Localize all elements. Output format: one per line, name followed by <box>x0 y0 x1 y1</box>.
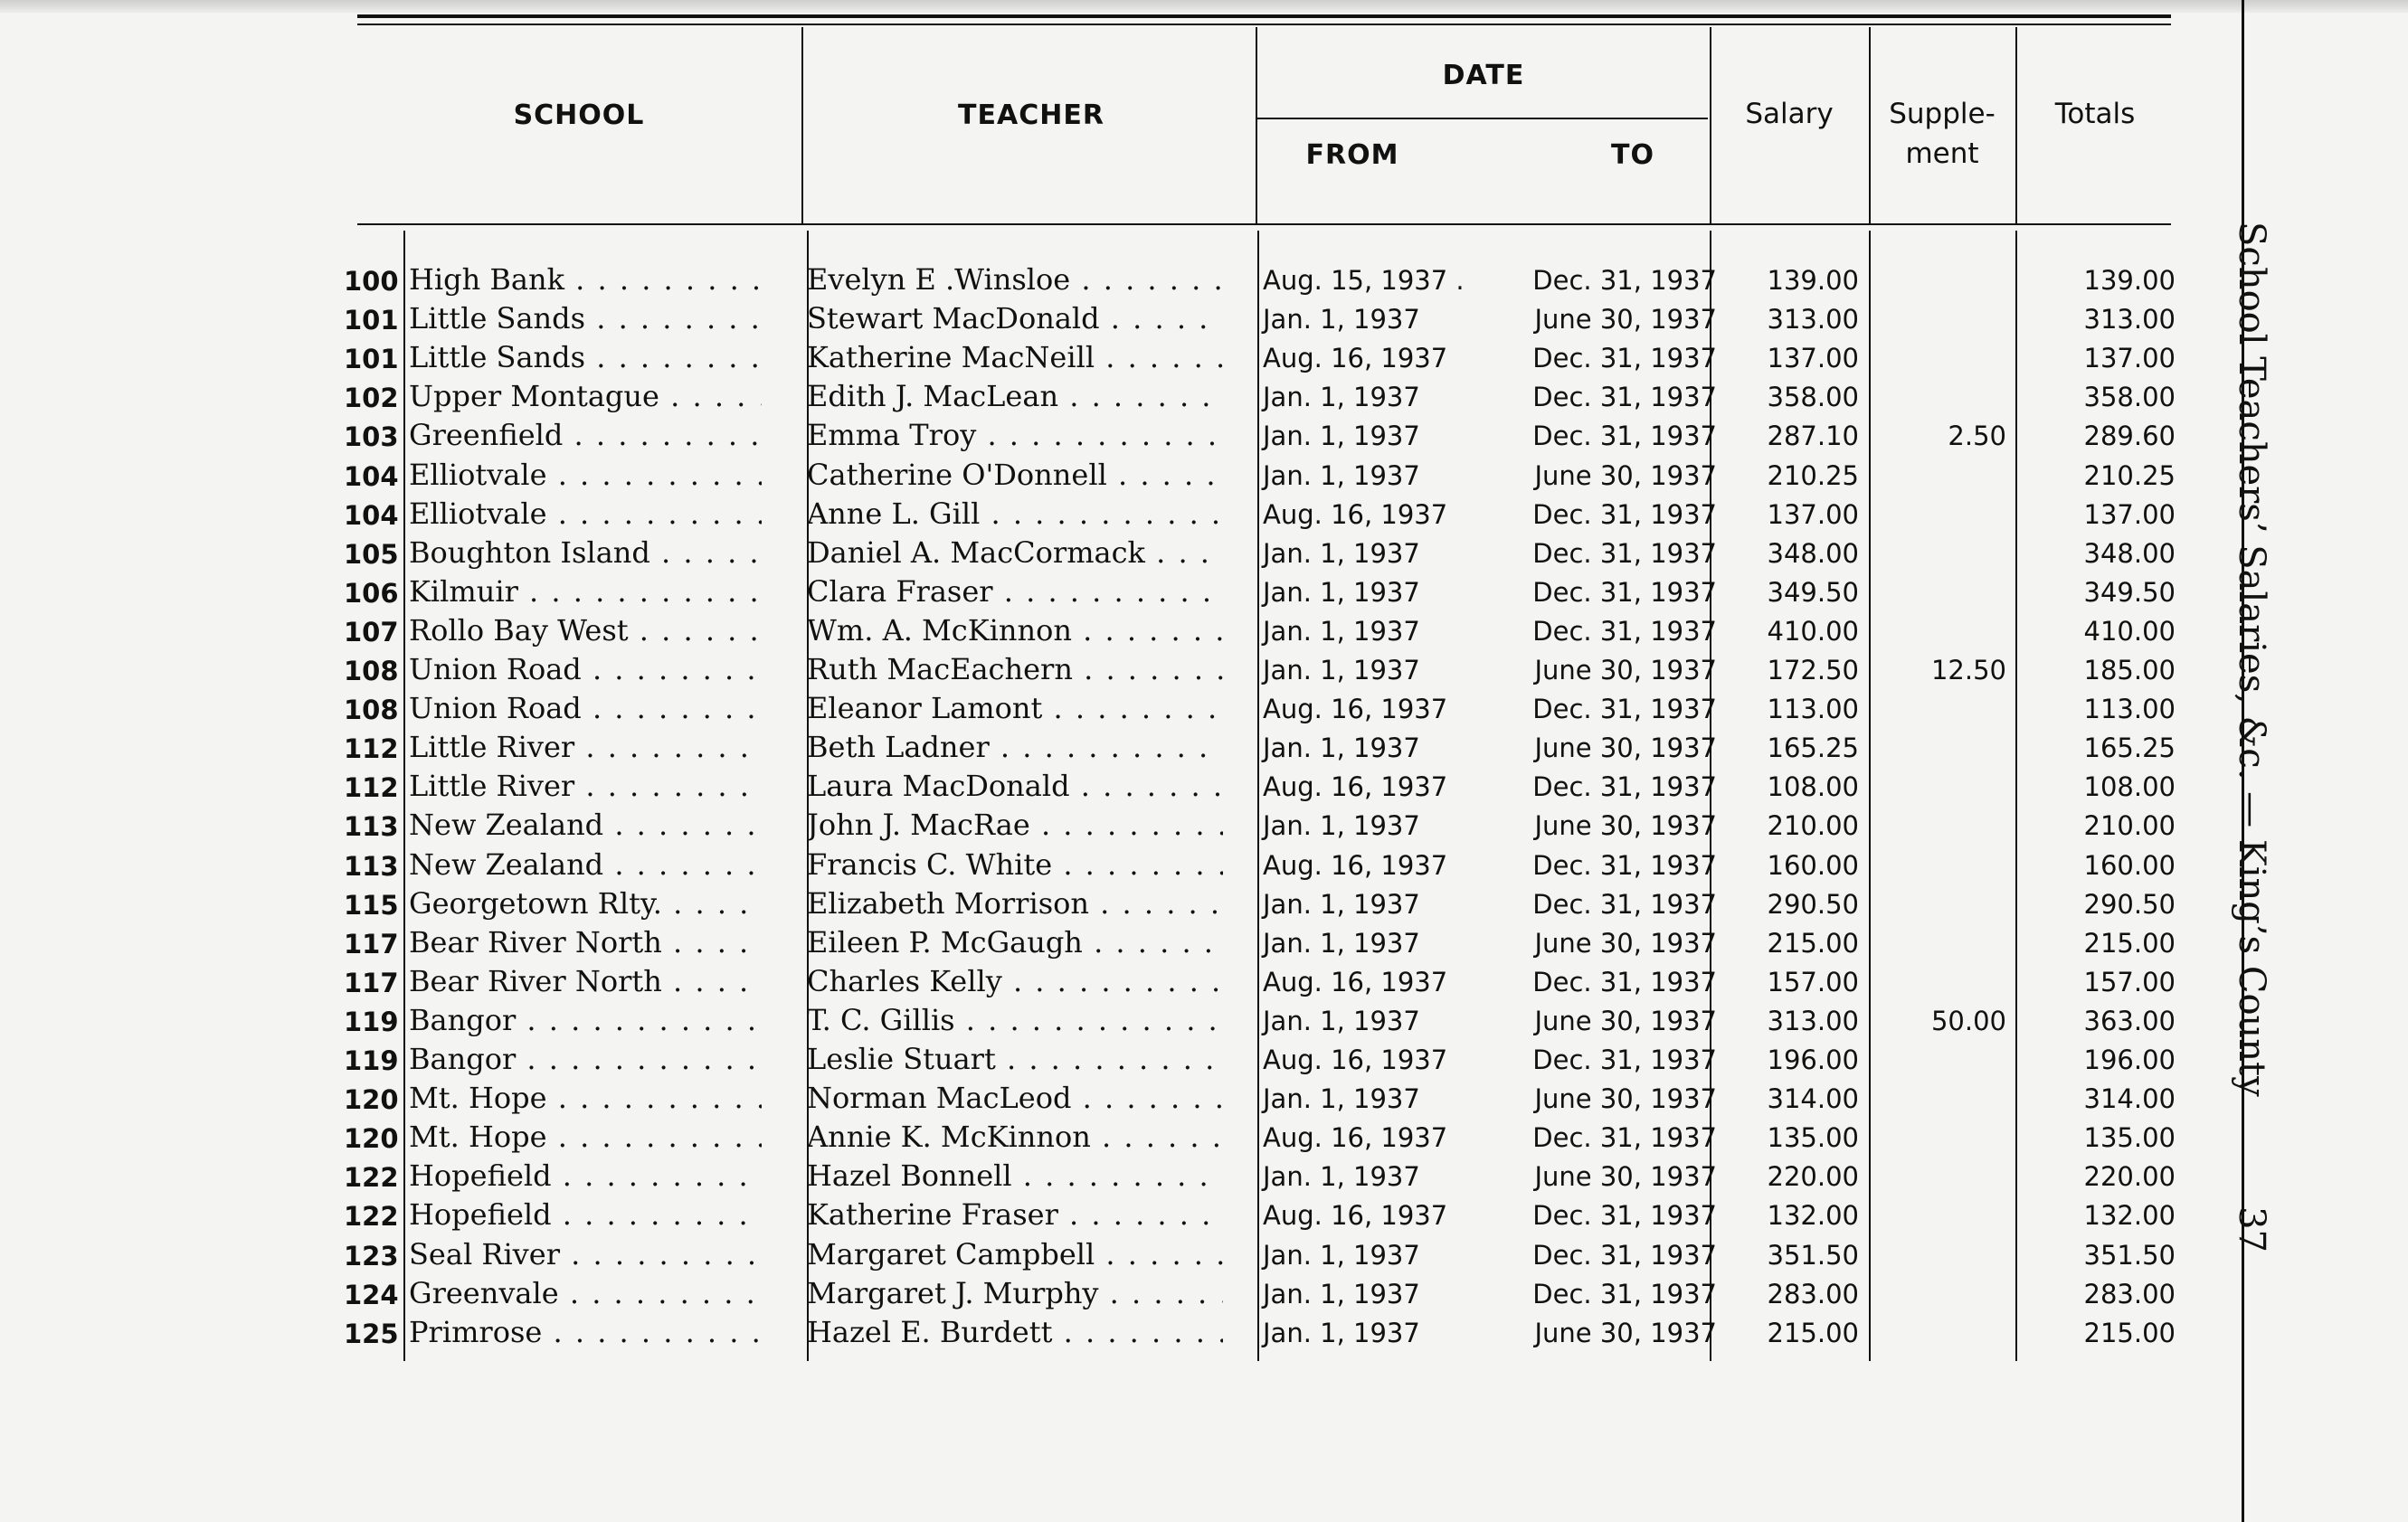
teacher-name: John J. MacRae . . . <box>807 808 1223 842</box>
top-rule-thin <box>357 24 2171 25</box>
date-to: June 30, 1937 <box>1534 459 1717 491</box>
row-number: 108 <box>344 656 399 686</box>
date-from: Jan. 1, 1937 <box>1263 537 1420 569</box>
teacher-name: Margaret J. Murphy . . . <box>807 1276 1223 1310</box>
total-value: 290.50 <box>2083 888 2176 920</box>
total-value: 108.00 <box>2083 771 2176 803</box>
row-number: 124 <box>344 1279 399 1310</box>
school-name: Hopefield . . . <box>409 1197 762 1232</box>
date-from: Aug. 16, 1937 <box>1263 1045 1448 1075</box>
total-value: 363.00 <box>2083 1005 2176 1036</box>
total-value: 113.00 <box>2083 694 2176 725</box>
row-number: 100 <box>344 266 399 297</box>
row-number: 120 <box>344 1084 399 1116</box>
date-sub-rule <box>1257 118 1708 119</box>
date-from: Jan. 1, 1937 <box>1263 1005 1420 1036</box>
date-from: Jan. 1, 1937 <box>1263 421 1420 452</box>
teacher-name: Charles Kelly . . . <box>807 964 1223 998</box>
date-from: Jan. 1, 1937 <box>1263 304 1420 336</box>
date-to: June 30, 1937 <box>1534 733 1717 764</box>
side-title-text: School Teachers’ Salaries, &c. — King’s County <box>2231 222 2272 1097</box>
total-value: 314.00 <box>2083 1083 2176 1115</box>
date-from: Jan. 1, 1937 <box>1263 459 1420 491</box>
date-from: Jan. 1, 1937 <box>1263 1161 1420 1193</box>
school-name: Little River . . . <box>409 769 762 803</box>
date-to: Dec. 31, 1937 <box>1532 1200 1717 1232</box>
school-name: Elliotvale . . . <box>409 458 762 492</box>
salary-value: 196.00 <box>1767 1045 1859 1075</box>
total-value: 358.00 <box>2083 382 2176 413</box>
total-value: 137.00 <box>2083 498 2176 530</box>
total-value: 210.00 <box>2083 810 2176 842</box>
salary-value: 287.10 <box>1767 421 1859 452</box>
school-name: Rollo Bay West . . . <box>409 613 762 648</box>
row-number: 103 <box>344 421 399 453</box>
date-from: Aug. 16, 1937 <box>1263 1200 1448 1232</box>
date-from: Jan. 1, 1937 <box>1263 615 1420 647</box>
salary-value: 210.00 <box>1767 810 1859 842</box>
date-to: Dec. 31, 1937 <box>1532 576 1717 608</box>
supplement-value: 2.50 <box>1948 421 2006 452</box>
date-from: Aug. 16, 1937 <box>1263 1122 1448 1154</box>
school-name: Boughton Island . . . <box>409 535 762 570</box>
header-totals: Totals <box>2054 98 2136 130</box>
date-to: Dec. 31, 1937 <box>1532 771 1717 803</box>
total-value: 132.00 <box>2083 1200 2176 1232</box>
school-name: Bangor . . . <box>409 1042 762 1076</box>
scan-top-edge <box>0 0 2408 13</box>
date-to: Dec. 31, 1937 <box>1532 849 1717 881</box>
school-name: Union Road . . . <box>409 691 762 725</box>
row-number: 117 <box>344 928 399 960</box>
school-name: New Zealand . . . <box>409 808 762 842</box>
date-to: Dec. 31, 1937 <box>1532 343 1717 374</box>
teacher-name: Clara Fraser . . . <box>807 574 1223 609</box>
row-number: 120 <box>344 1123 399 1155</box>
teacher-name: Katherine Fraser . . . <box>807 1197 1223 1232</box>
date-to: Dec. 31, 1937 <box>1532 1278 1717 1309</box>
salary-value: 313.00 <box>1767 1005 1859 1036</box>
date-from: Jan. 1, 1937 <box>1263 1317 1420 1348</box>
date-to: Dec. 31, 1937 <box>1532 1122 1717 1154</box>
teacher-name: Elizabeth Morrison . . . <box>807 886 1223 921</box>
total-value: 215.00 <box>2083 927 2176 959</box>
date-from: Jan. 1, 1937 <box>1263 1239 1420 1271</box>
header-to: TO <box>1611 139 1654 171</box>
salary-value: 157.00 <box>1767 966 1859 997</box>
teacher-name: Norman MacLeod . . . <box>807 1081 1223 1115</box>
date-to: June 30, 1937 <box>1534 1317 1717 1348</box>
salary-value: 172.50 <box>1767 655 1859 685</box>
date-to: Dec. 31, 1937 <box>1532 382 1717 413</box>
salary-value: 220.00 <box>1767 1161 1859 1193</box>
row-number: 112 <box>344 772 399 804</box>
date-to: Dec. 31, 1937 <box>1532 1239 1717 1271</box>
date-to: Dec. 31, 1937 <box>1532 265 1717 296</box>
header-salary: Salary <box>1745 98 1834 130</box>
body-divider-supplement <box>2015 231 2017 1361</box>
school-name: Seal River . . . <box>409 1237 762 1271</box>
teacher-name: Ruth MacEachern . . . <box>807 652 1223 686</box>
teacher-name: Daniel A. MacCormack . . . <box>807 535 1223 570</box>
salary-value: 137.00 <box>1767 498 1859 530</box>
school-name: Greenfield . . . <box>409 418 762 452</box>
teacher-name: Eileen P. McGaugh . . . <box>807 925 1223 960</box>
date-from: Jan. 1, 1937 <box>1263 382 1420 413</box>
date-to: Dec. 31, 1937 <box>1532 694 1717 725</box>
salary-value: 132.00 <box>1767 1200 1859 1232</box>
date-from: Aug. 16, 1937 <box>1263 849 1448 881</box>
teacher-name: Francis C. White . . . <box>807 847 1223 882</box>
row-number: 122 <box>344 1162 399 1194</box>
supplement-value: 12.50 <box>1930 655 2006 685</box>
date-from: Aug. 15, 1937 . <box>1263 265 1465 296</box>
salary-value: 283.00 <box>1767 1278 1859 1309</box>
row-number: 115 <box>344 889 399 921</box>
school-name: Greenvale . . . <box>409 1276 762 1310</box>
date-from: Jan. 1, 1937 <box>1263 810 1420 842</box>
row-number: 107 <box>344 616 399 648</box>
row-number: 117 <box>344 967 399 998</box>
row-number: 101 <box>344 305 399 336</box>
row-number: 102 <box>344 383 399 414</box>
total-value: 215.00 <box>2083 1317 2176 1348</box>
page-number: 37 <box>2231 1206 2272 1253</box>
total-value: 137.00 <box>2083 343 2176 374</box>
total-value: 283.00 <box>2083 1278 2176 1309</box>
row-number: 112 <box>344 733 399 765</box>
total-value: 160.00 <box>2083 849 2176 881</box>
row-number: 105 <box>344 538 399 570</box>
salary-value: 314.00 <box>1767 1083 1859 1115</box>
total-value: 410.00 <box>2083 615 2176 647</box>
salary-value: 351.50 <box>1767 1239 1859 1271</box>
school-name: Little Sands . . . <box>409 340 762 374</box>
school-name: Elliotvale . . . <box>409 496 762 531</box>
header-supplement-1: Supple- <box>1889 98 1996 130</box>
row-number: 104 <box>344 499 399 531</box>
date-to: June 30, 1937 <box>1534 655 1717 685</box>
date-from: Jan. 1, 1937 <box>1263 927 1420 959</box>
school-name: Hopefield . . . <box>409 1158 762 1193</box>
header-divider-school <box>801 27 803 223</box>
total-value: 185.00 <box>2083 655 2176 685</box>
salary-value: 313.00 <box>1767 304 1859 336</box>
teacher-name: Emma Troy . . . <box>807 418 1223 452</box>
teacher-name: Laura MacDonald . . . <box>807 769 1223 803</box>
header-school: SCHOOL <box>513 99 645 131</box>
side-running-title <box>2216 222 2280 1253</box>
school-name: Little River . . . <box>409 730 762 764</box>
teacher-name: Wm. A. McKinnon . . . <box>807 613 1223 648</box>
date-to: June 30, 1937 <box>1534 1005 1717 1036</box>
row-number: 106 <box>344 577 399 609</box>
teacher-name: Eleanor Lamont . . . <box>807 691 1223 725</box>
total-value: 135.00 <box>2083 1122 2176 1154</box>
salary-value: 210.25 <box>1767 459 1859 491</box>
date-to: June 30, 1937 <box>1534 304 1717 336</box>
teacher-name: Catherine O'Donnell . . . <box>807 458 1223 492</box>
salary-value: 215.00 <box>1767 1317 1859 1348</box>
school-name: Upper Montague . . . <box>409 379 762 413</box>
teacher-name: Beth Ladner . . . <box>807 730 1223 764</box>
date-from: Jan. 1, 1937 <box>1263 1278 1420 1309</box>
total-value: 157.00 <box>2083 966 2176 997</box>
date-from: Aug. 16, 1937 <box>1263 771 1448 803</box>
teacher-name: Edith J. MacLean . . . <box>807 379 1223 413</box>
date-to: Dec. 31, 1937 <box>1532 615 1717 647</box>
teacher-name: Katherine MacNeill . . . <box>807 340 1223 374</box>
salary-value: 160.00 <box>1767 849 1859 881</box>
total-value: 165.25 <box>2083 733 2176 764</box>
teacher-name: Leslie Stuart . . . <box>807 1042 1223 1076</box>
total-value: 196.00 <box>2083 1045 2176 1075</box>
date-to: Dec. 31, 1937 <box>1532 537 1717 569</box>
school-name: Bangor . . . <box>409 1003 762 1037</box>
date-to: June 30, 1937 <box>1534 927 1717 959</box>
row-number: 123 <box>344 1240 399 1271</box>
date-from: Jan. 1, 1937 <box>1263 576 1420 608</box>
date-from: Jan. 1, 1937 <box>1263 733 1420 764</box>
school-name: New Zealand . . . <box>409 847 762 882</box>
total-value: 139.00 <box>2083 265 2176 296</box>
row-number: 101 <box>344 344 399 375</box>
top-rule-thick <box>357 14 2171 18</box>
total-value: 349.50 <box>2083 576 2176 608</box>
teacher-name: Hazel E. Burdett . . . <box>807 1315 1223 1349</box>
total-value: 220.00 <box>2083 1161 2176 1193</box>
header-from: FROM <box>1305 139 1399 171</box>
total-value: 289.60 <box>2083 421 2176 452</box>
salary-value: 135.00 <box>1767 1122 1859 1154</box>
body-divider-num <box>403 231 405 1361</box>
date-to: June 30, 1937 <box>1534 1083 1717 1115</box>
date-from: Jan. 1, 1937 <box>1263 1083 1420 1115</box>
date-to: June 30, 1937 <box>1534 810 1717 842</box>
salary-value: 113.00 <box>1767 694 1859 725</box>
salary-value: 410.00 <box>1767 615 1859 647</box>
date-from: Aug. 16, 1937 <box>1263 343 1448 374</box>
total-value: 210.25 <box>2083 459 2176 491</box>
salary-value: 348.00 <box>1767 537 1859 569</box>
date-from: Aug. 16, 1937 <box>1263 694 1448 725</box>
body-divider-salary <box>1869 231 1871 1361</box>
header-date: DATE <box>1442 60 1525 91</box>
row-number: 108 <box>344 695 399 726</box>
school-name: Bear River North . . . <box>409 925 762 960</box>
row-number: 119 <box>344 1045 399 1076</box>
total-value: 348.00 <box>2083 537 2176 569</box>
teacher-name: Hazel Bonnell . . . <box>807 1158 1223 1193</box>
row-number: 104 <box>344 460 399 492</box>
salary-value: 139.00 <box>1767 265 1859 296</box>
teacher-name: Anne L. Gill . . . <box>807 496 1223 531</box>
row-number: 125 <box>344 1318 399 1349</box>
school-name: Georgetown Rlty. . . . <box>409 886 762 921</box>
total-value: 351.50 <box>2083 1239 2176 1271</box>
body-divider-teacher <box>1257 231 1259 1361</box>
school-name: Union Road . . . <box>409 652 762 686</box>
date-to: Dec. 31, 1937 <box>1532 498 1717 530</box>
header-supplement-2: ment <box>1905 137 1979 170</box>
teacher-name: Annie K. McKinnon . . . <box>807 1120 1223 1154</box>
supplement-value: 50.00 <box>1930 1005 2006 1036</box>
salary-value: 290.50 <box>1767 888 1859 920</box>
school-name: Bear River North . . . <box>409 964 762 998</box>
row-number: 119 <box>344 1006 399 1037</box>
teacher-name: Stewart MacDonald . . . <box>807 301 1223 336</box>
teacher-name: T. C. Gillis . . . <box>807 1003 1223 1037</box>
school-name: Little Sands . . . <box>409 301 762 336</box>
date-to: Dec. 31, 1937 <box>1532 888 1717 920</box>
date-from: Jan. 1, 1937 <box>1263 655 1420 685</box>
header-bottom-rule <box>357 223 2171 225</box>
row-number: 122 <box>344 1201 399 1233</box>
school-name: Mt. Hope . . . <box>409 1120 762 1154</box>
date-to: Dec. 31, 1937 <box>1532 966 1717 997</box>
salary-value: 349.50 <box>1767 576 1859 608</box>
date-to: Dec. 31, 1937 <box>1532 1045 1717 1075</box>
date-to: Dec. 31, 1937 <box>1532 421 1717 452</box>
school-name: Kilmuir . . . <box>409 574 762 609</box>
salary-value: 137.00 <box>1767 343 1859 374</box>
date-from: Aug. 16, 1937 <box>1263 498 1448 530</box>
total-value: 313.00 <box>2083 304 2176 336</box>
salary-value: 358.00 <box>1767 382 1859 413</box>
school-name: Mt. Hope . . . <box>409 1081 762 1115</box>
school-name: High Bank . . . <box>409 262 762 297</box>
salary-value: 165.25 <box>1767 733 1859 764</box>
header-teacher: TEACHER <box>958 99 1104 131</box>
date-from: Aug. 16, 1937 <box>1263 966 1448 997</box>
date-from: Jan. 1, 1937 <box>1263 888 1420 920</box>
salary-value: 215.00 <box>1767 927 1859 959</box>
row-number: 113 <box>344 850 399 882</box>
row-number: 113 <box>344 811 399 843</box>
teacher-name: Evelyn E .Winsloe . . . <box>807 262 1223 297</box>
salary-value: 108.00 <box>1767 771 1859 803</box>
date-to: June 30, 1937 <box>1534 1161 1717 1193</box>
school-name: Primrose . . . <box>409 1315 762 1349</box>
teacher-name: Margaret Campbell . . . <box>807 1237 1223 1271</box>
